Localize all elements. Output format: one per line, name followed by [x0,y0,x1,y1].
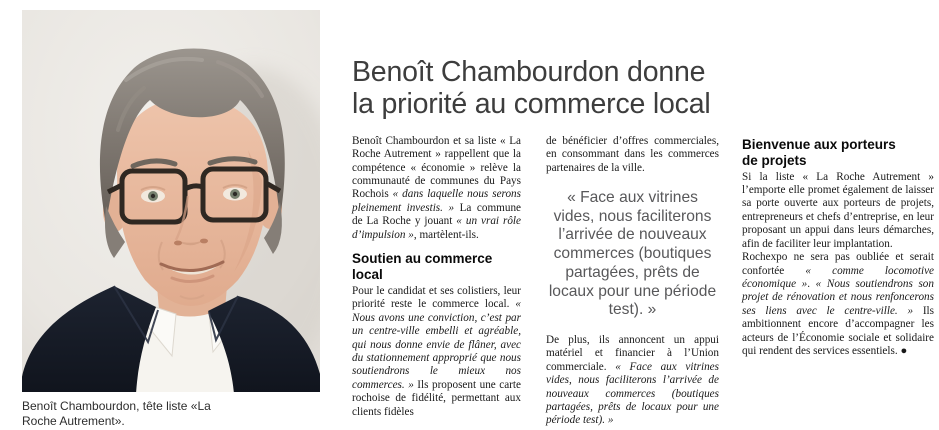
article-body [352,57,934,428]
paragraph [546,135,719,175]
quote-italic-text: « Nous soutiendrons son projet de rénovation et nous renfoncerons ses liens avec le centre-ville. » [742,277,934,317]
pull-quote: « Face aux vitrines vides, nous faciliterons l’arrivée de nouveaux commerces (boutiques partagées, prêts de locaux pour une période test). » [548,189,717,319]
quote-italic-text: « un vrai rôle d’impulsion » [352,215,521,241]
article-column [742,135,934,428]
body-text: Si la liste « La Roche Autrement » l’emporte elle promet également de laisser sa porte ouverte aux porteurs de projets, entrepreneurs et chefs d’entreprise, en leur proposant un appui dans leurs démarches, afin de faciliter leur implantation. [742,170,934,250]
quote-italic-text: « comme locomotive économique » [742,264,934,290]
body-text: Rochexpo ne sera pas oubliée et serait confortée [742,251,934,277]
body-text: Pour le candidat et ses colistiers, leur priorité reste le commerce local. [352,284,521,311]
paragraph [742,251,934,358]
paragraph [742,171,934,251]
article-columns [352,135,934,428]
body-text: . [807,277,816,290]
section-subhead: Soutien au commerce local [352,251,493,282]
body-text: Ils proposent une carte rochoise de fidélité, permettant aux clients fidèles [352,378,521,418]
body-text: Ils ambitionnent encore d’accompagner les acteurs de l’Économie sociale et solidaire qui rendent des services essentiels. ● [742,304,935,357]
paragraph [352,135,521,242]
portrait-photo [22,10,320,392]
quote-italic-text: « Face aux vitrines vides, nous faciliterons l’arrivée de nouveaux commerces (boutiques partagées, prêts de locaux pour une période test). » [546,360,719,427]
headline-line: Benoît Chambourdon donne [352,56,706,88]
section-subhead: Bienvenue aux porteurs de projets [742,136,896,168]
body-text: La commune de La Roche y jouant [352,201,522,228]
photo-block [22,10,320,430]
body-text: , martèlent-ils. [413,228,479,241]
headline [352,57,934,121]
article-column [546,135,719,428]
headline-line: la priorité au commerce local [352,87,711,120]
photo-caption: Benoît Chambourdon, tête liste «La Roche Autrement». [22,399,211,429]
paragraph [546,334,719,428]
body-text: de bénéficier d’offres commerciales, en consommant dans les commerces partenaires de la ville. [546,134,719,174]
portrait-illustration [22,10,320,392]
paragraph [352,285,521,419]
quote-italic-text: « Nous avons une conviction, c’est par un centre-ville embelli et agréable, qui nous donne envie de flâner, avec du stationnement approprié que nous soutiendrons le mieux nos commerces. » [352,298,521,391]
body-text: Benoît Chambourdon et sa liste « La Roche Autrement » rappellent que la compétence « économie » relève la communauté de communes du Pays Rochois [352,134,521,201]
article-column [352,135,521,428]
body-text: De plus, ils annoncent un appui matériel et financier à l’Union commerciale. [546,333,719,373]
quote-italic-text: « dans laquelle nous serons pleinement investis. » [352,188,522,214]
